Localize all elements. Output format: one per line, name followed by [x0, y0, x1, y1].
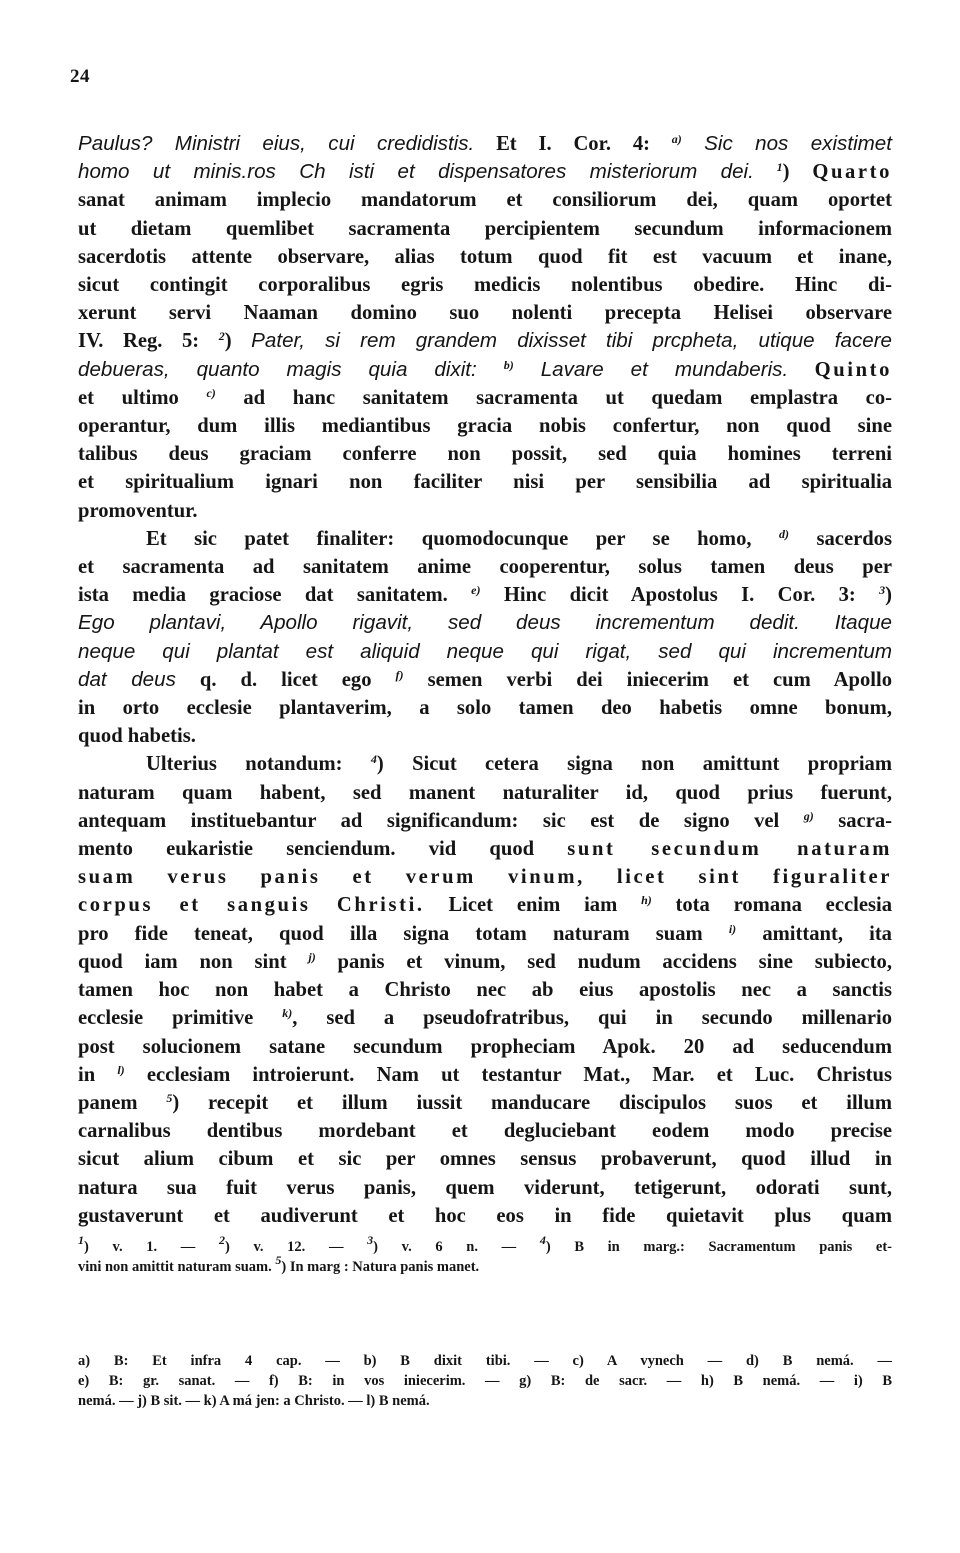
variant-note-line	[78, 1391, 892, 1411]
text-segment: Hinc dicit Apostolus I. Cor. 3:	[480, 584, 880, 607]
footnote-marker: 5	[275, 1253, 282, 1267]
text-segment: Quarto	[812, 161, 893, 184]
text-segment: ista media graciose dat sanitatem.	[78, 584, 472, 607]
text-segment: ) v. 1. —	[84, 1239, 219, 1255]
footnote-marker: j)	[308, 949, 316, 964]
footnote-marker: 3	[367, 1233, 374, 1247]
text-segment: Quinto	[814, 358, 892, 381]
text-line	[78, 1145, 892, 1173]
text-line	[78, 1033, 892, 1061]
text-segment: neque qui plantat est aliquid neque qui rigat, sed qui incrementum	[78, 639, 892, 663]
footnote-marker: i)	[728, 921, 737, 936]
text-line	[78, 215, 892, 243]
text-segment: tamen hoc non habet a Christo nec ab eius apostolis nec a sanctis	[78, 979, 892, 1002]
footnote-marker: f)	[395, 667, 404, 682]
text-segment: ) v. 12. —	[224, 1239, 368, 1255]
footnote-marker: g)	[803, 808, 814, 823]
text-segment: ri	[228, 132, 241, 155]
text-segment: ) v. 6 n. —	[373, 1239, 540, 1255]
variant-note-line	[78, 1371, 892, 1391]
text-segment: eius, cui credidistis.	[240, 132, 475, 155]
text-segment: ecclesie primitive	[78, 1007, 283, 1030]
footnote-marker: 4	[539, 1233, 546, 1247]
page-number: 24	[70, 66, 90, 87]
text-segment: antequam instituebantur ad significandum: sic est de signo vel	[78, 809, 804, 832]
text-segment: pro fide teneat, quod illa signa totam naturam suam	[78, 922, 729, 945]
text-segment: gustaverunt et audiverunt et hoc eos in fide quietavit plus quam	[78, 1204, 892, 1227]
text-line	[78, 327, 892, 355]
text-segment: panis et vinum, sed nudum accidens sine subiecto,	[315, 950, 892, 973]
text-line	[78, 891, 892, 919]
text-line	[78, 694, 892, 722]
text-segment: vini non amittit naturam suam.	[78, 1259, 276, 1275]
text-line	[78, 130, 892, 158]
text-line	[78, 948, 892, 976]
text-segment: Sic nos existimet	[681, 132, 892, 155]
text-segment: ) In marg : Natura panis manet.	[281, 1259, 480, 1275]
text-segment: carnalibus dentibus mordebant et degluciebant eodem modo precise	[78, 1120, 892, 1143]
text-segment: Paulus? Minist	[78, 132, 229, 155]
text-segment: nemá. — j) B sit. — k) A má jen: a Christo. — l) B nemá.	[78, 1393, 430, 1409]
text-line	[78, 186, 892, 214]
text-line	[78, 1061, 892, 1089]
text-line	[78, 158, 892, 186]
footnote-marker: e)	[471, 583, 481, 598]
text-segment: sacerdos	[789, 527, 892, 550]
text-segment: et sacramenta ad sanitatem anime cooperentur, solus tamen deus per	[78, 556, 892, 579]
footnote-marker: 2	[218, 329, 225, 344]
footnote-marker: 3	[879, 583, 886, 598]
text-segment: ) B in marg.: Sacramentum panis et-	[545, 1239, 893, 1255]
text-line	[78, 553, 892, 581]
text-segment: sanat animam implecio mandatorum et consiliorum dei, quam oportet	[78, 189, 892, 212]
text-segment	[788, 359, 814, 381]
text-line	[78, 863, 892, 891]
footnote-marker: a)	[671, 132, 682, 146]
text-segment: ) recepit et illum iussit manducare discipulos suos et illum	[172, 1091, 893, 1114]
text-segment: , sed a pseudofratribus, qui in secundo millenario	[292, 1007, 892, 1030]
text-line	[78, 722, 892, 750]
text-line	[78, 920, 892, 948]
text-line	[78, 835, 892, 863]
footnotes-numbered	[78, 1233, 893, 1277]
text-segment: e) B: gr. sanat. — f) B: in vos iniecerim. — g) B: de sacr. — h) B nemá. — i) B	[78, 1373, 892, 1389]
text-line	[78, 581, 892, 609]
footnote-marker: k)	[282, 1006, 293, 1021]
text-segment: Ego plantavi, Apollo rigavit, sed deus incrementum dedit. Itaque	[78, 611, 892, 635]
text-segment: Pater, si rem grandem dixisset tibi prcpheta, utique facere	[251, 329, 893, 353]
text-segment: et spiritualium ignari non faciliter nisi per sensibilia ad spiritualia	[78, 471, 892, 494]
footnote-marker: b)	[503, 357, 514, 372]
text-line	[78, 1174, 892, 1202]
text-segment: a) B: Et infra 4 cap. — b) B dixit tibi. — c) A vynech — d) B nemá. —	[78, 1353, 892, 1369]
text-segment: Et I. Cor. 4:	[474, 133, 672, 155]
text-segment: et ultimo	[78, 386, 207, 409]
footnote-marker: c)	[206, 385, 216, 400]
text-segment: Ulterius notandum:	[146, 753, 371, 776]
text-segment: dat deus	[78, 667, 176, 691]
text-segment: post solucionem satane secundum propheciam Apok. 20 ad seducendum	[78, 1035, 892, 1058]
text-segment: debueras, quanto magis quia dixit:	[78, 357, 504, 381]
text-line	[78, 468, 892, 496]
text-segment: sunt secundum naturam	[567, 838, 892, 861]
text-segment: natura sua fuit verus panis, quem viderunt, tetigerunt, odorati sunt,	[78, 1176, 892, 1199]
text-segment: talibus deus graciam conferre non possit, sed quia homines terreni	[78, 443, 892, 466]
text-segment: )	[885, 584, 892, 607]
text-line	[78, 976, 892, 1004]
text-segment: )	[224, 330, 252, 353]
body-text	[78, 130, 892, 1230]
text-segment: panem	[78, 1091, 167, 1114]
footnote-marker: 1	[78, 1233, 84, 1247]
text-segment: ad hanc sanitatem sacramenta ut quedam emplastra co-	[215, 386, 892, 409]
text-segment: amittant, ita	[736, 922, 892, 945]
text-segment: quod habetis.	[78, 725, 196, 748]
text-segment: corpus et sanguis Christi.	[78, 894, 425, 917]
text-line	[78, 666, 892, 694]
text-segment: sicut contingit corporalibus egris medicis nolentibus obedire. Hinc di-	[78, 274, 892, 297]
footnote-marker: l)	[117, 1062, 125, 1077]
text-line	[78, 440, 892, 468]
text-segment: Licet enim iam	[424, 894, 642, 917]
text-line	[78, 1089, 892, 1117]
text-segment: ) Sicut cetera signa non amittunt propriam	[376, 753, 892, 776]
text-segment: sacra-	[813, 809, 892, 832]
text-segment: xerunt servi Naaman domino suo nolenti precepta Helisei observare	[78, 302, 892, 325]
text-line	[78, 243, 892, 271]
text-segment: quod iam non sint	[78, 950, 309, 973]
text-segment: tota romana ecclesia	[651, 894, 892, 917]
text-segment: homo ut minis.ros Ch isti et dispensatores misteriorum dei.	[78, 160, 754, 184]
text-line	[78, 1117, 892, 1145]
text-line	[78, 779, 892, 807]
footnote-marker: h)	[641, 893, 652, 908]
text-line	[78, 609, 892, 637]
text-segment: sacerdotis attente observare, alias totum quod fit est vacuum et inane,	[78, 245, 892, 268]
footnotes-lettered	[78, 1351, 892, 1411]
footnote-marker: d)	[779, 526, 790, 541]
text-segment: ut dietam quemlibet sacramenta percipientem secundum informacionem	[78, 217, 892, 240]
text-line	[78, 412, 892, 440]
text-segment	[754, 161, 777, 183]
footnote-line	[78, 1233, 893, 1257]
text-segment: mento eukaristie senciendum. vid quod	[78, 838, 568, 861]
text-segment: )	[782, 161, 813, 184]
text-line	[78, 807, 892, 835]
text-segment: suam verus panis et verum vinum, licet sint figuraliter	[78, 866, 892, 889]
text-segment: Et sic patet finaliter: quomodocunque per se homo,	[146, 527, 780, 550]
text-line	[78, 497, 892, 525]
footnote-marker: 2	[218, 1233, 225, 1247]
text-segment: Lavare et mundaberis.	[513, 357, 789, 381]
text-line	[78, 750, 892, 778]
text-line	[78, 1202, 892, 1230]
text-line	[78, 356, 892, 384]
text-segment: in	[78, 1063, 118, 1086]
text-line	[78, 271, 892, 299]
text-line	[78, 1004, 892, 1032]
text-segment: naturam quam habent, sed manent naturaliter id, quod prius fuerunt,	[78, 781, 892, 804]
text-segment: operantur, dum illis mediantibus gracia nobis confertur, non quod sine	[78, 415, 892, 438]
footnote-marker: 4	[370, 752, 377, 767]
text-line	[78, 384, 892, 412]
text-segment: ecclesiam introierunt. Nam ut testantur Mat., Mar. et Luc. Christus	[124, 1063, 892, 1086]
text-line	[78, 299, 892, 327]
text-segment: promoventur.	[78, 499, 198, 522]
footnote-marker: 5	[166, 1090, 173, 1105]
footnote-marker: 1	[776, 160, 783, 175]
text-line	[78, 638, 892, 666]
text-segment: sicut alium cibum et sic per omnes sensus probaverunt, quod illud in	[78, 1148, 892, 1171]
text-line	[78, 525, 892, 553]
variant-note-line	[78, 1351, 892, 1371]
text-segment: q. d. licet ego	[175, 668, 396, 691]
text-segment: in orto ecclesie plantaverim, a solo tamen deo habetis omne bonum,	[78, 697, 892, 720]
text-segment: semen verbi dei iniecerim et cum Apollo	[403, 668, 892, 691]
text-segment: IV. Reg. 5:	[78, 330, 219, 353]
footnote-line	[78, 1253, 892, 1277]
